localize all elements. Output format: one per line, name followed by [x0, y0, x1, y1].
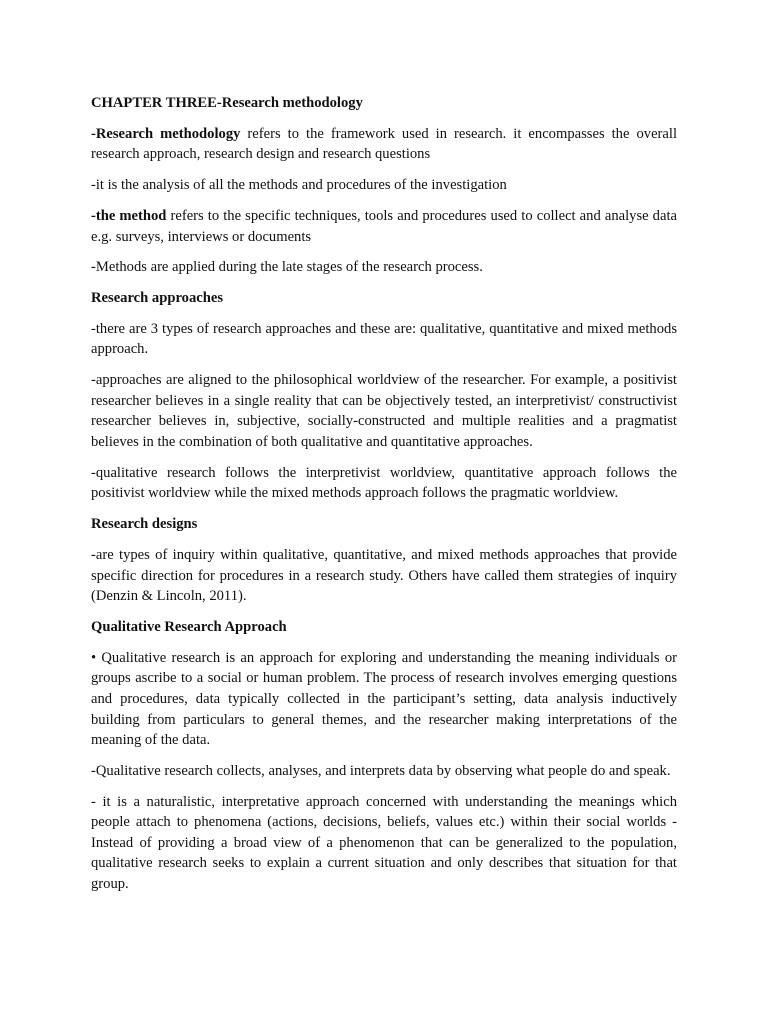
heading-research-designs: Research designs [91, 516, 198, 533]
heading-research-approaches: Research approaches [91, 290, 224, 307]
paragraph-analysis: -it is the analysis of all the methods and procedures of the investigation [91, 177, 507, 194]
paragraph-qualitative-collects: -Qualitative research collects, analyses, and interprets data by observing what people do and speak. [91, 762, 671, 779]
paragraph-approach-types: -there are 3 types of research approaches and these are: qualitative, quantitative and mixed methods approach. [91, 320, 677, 358]
term-research-methodology: -Research methodology [91, 125, 241, 142]
paragraph-text: refers to the framework used in research. it encompasses the overall research approach, research design and research questions [91, 125, 677, 163]
paragraph-the-method [91, 206, 677, 247]
paragraph-worldview: -approaches are aligned to the philosophical worldview of the researcher. For example, a positivist researcher believes in a single reality that can be objectively tested, an interpretivist/ constructivist researcher believes in, subjective, socially-constructed and multiple realities and a pragmatist believes in the combination of both qualitative and quantitative approaches. [91, 372, 677, 451]
paragraph-text: refers to the specific techniques, tools and procedures used to collect and analyse data e.g. surveys, interviews or documents [91, 207, 677, 245]
chapter-title: CHAPTER THREE-Research methodology [91, 95, 363, 111]
heading-qualitative-approach: Qualitative Research Approach [91, 618, 287, 635]
paragraph-naturalistic: - it is a naturalistic, interpretative approach concerned with understanding the meanings which people attach to phenomena (actions, decisions, beliefs, values etc.) within their social worlds - Instead of providing a broad view of a phenomenon that can be generalized to the population, qualitative research seeks to explain a current situation and only describes that situation for that group. [91, 793, 677, 893]
paragraph-worldview-alignment: -qualitative research follows the interpretivist worldview, quantitative approach follows the positivist worldview while the mixed methods approach follows the pragmatic worldview. [91, 464, 677, 502]
term-the-method: -the method [91, 207, 167, 224]
paragraph-research-methodology [91, 124, 677, 165]
paragraph-designs: -are types of inquiry within qualitative, quantitative, and mixed methods approaches that provide specific direction for procedures in a research study. Others have called them strategies of inquiry (Denzin & Lincoln, 2011). [91, 546, 677, 605]
paragraph-methods-applied: -Methods are applied during the late stages of the research process. [91, 259, 483, 276]
paragraph-qualitative-definition: • Qualitative research is an approach for exploring and understanding the meaning individuals or groups ascribe to a social or human problem. The process of research involves emerging questions and procedures, data typically collected in the participant’s setting, data analysis inductively building from particulars to general themes, and the researcher making interpretations of the meaning of the data. [91, 649, 677, 749]
